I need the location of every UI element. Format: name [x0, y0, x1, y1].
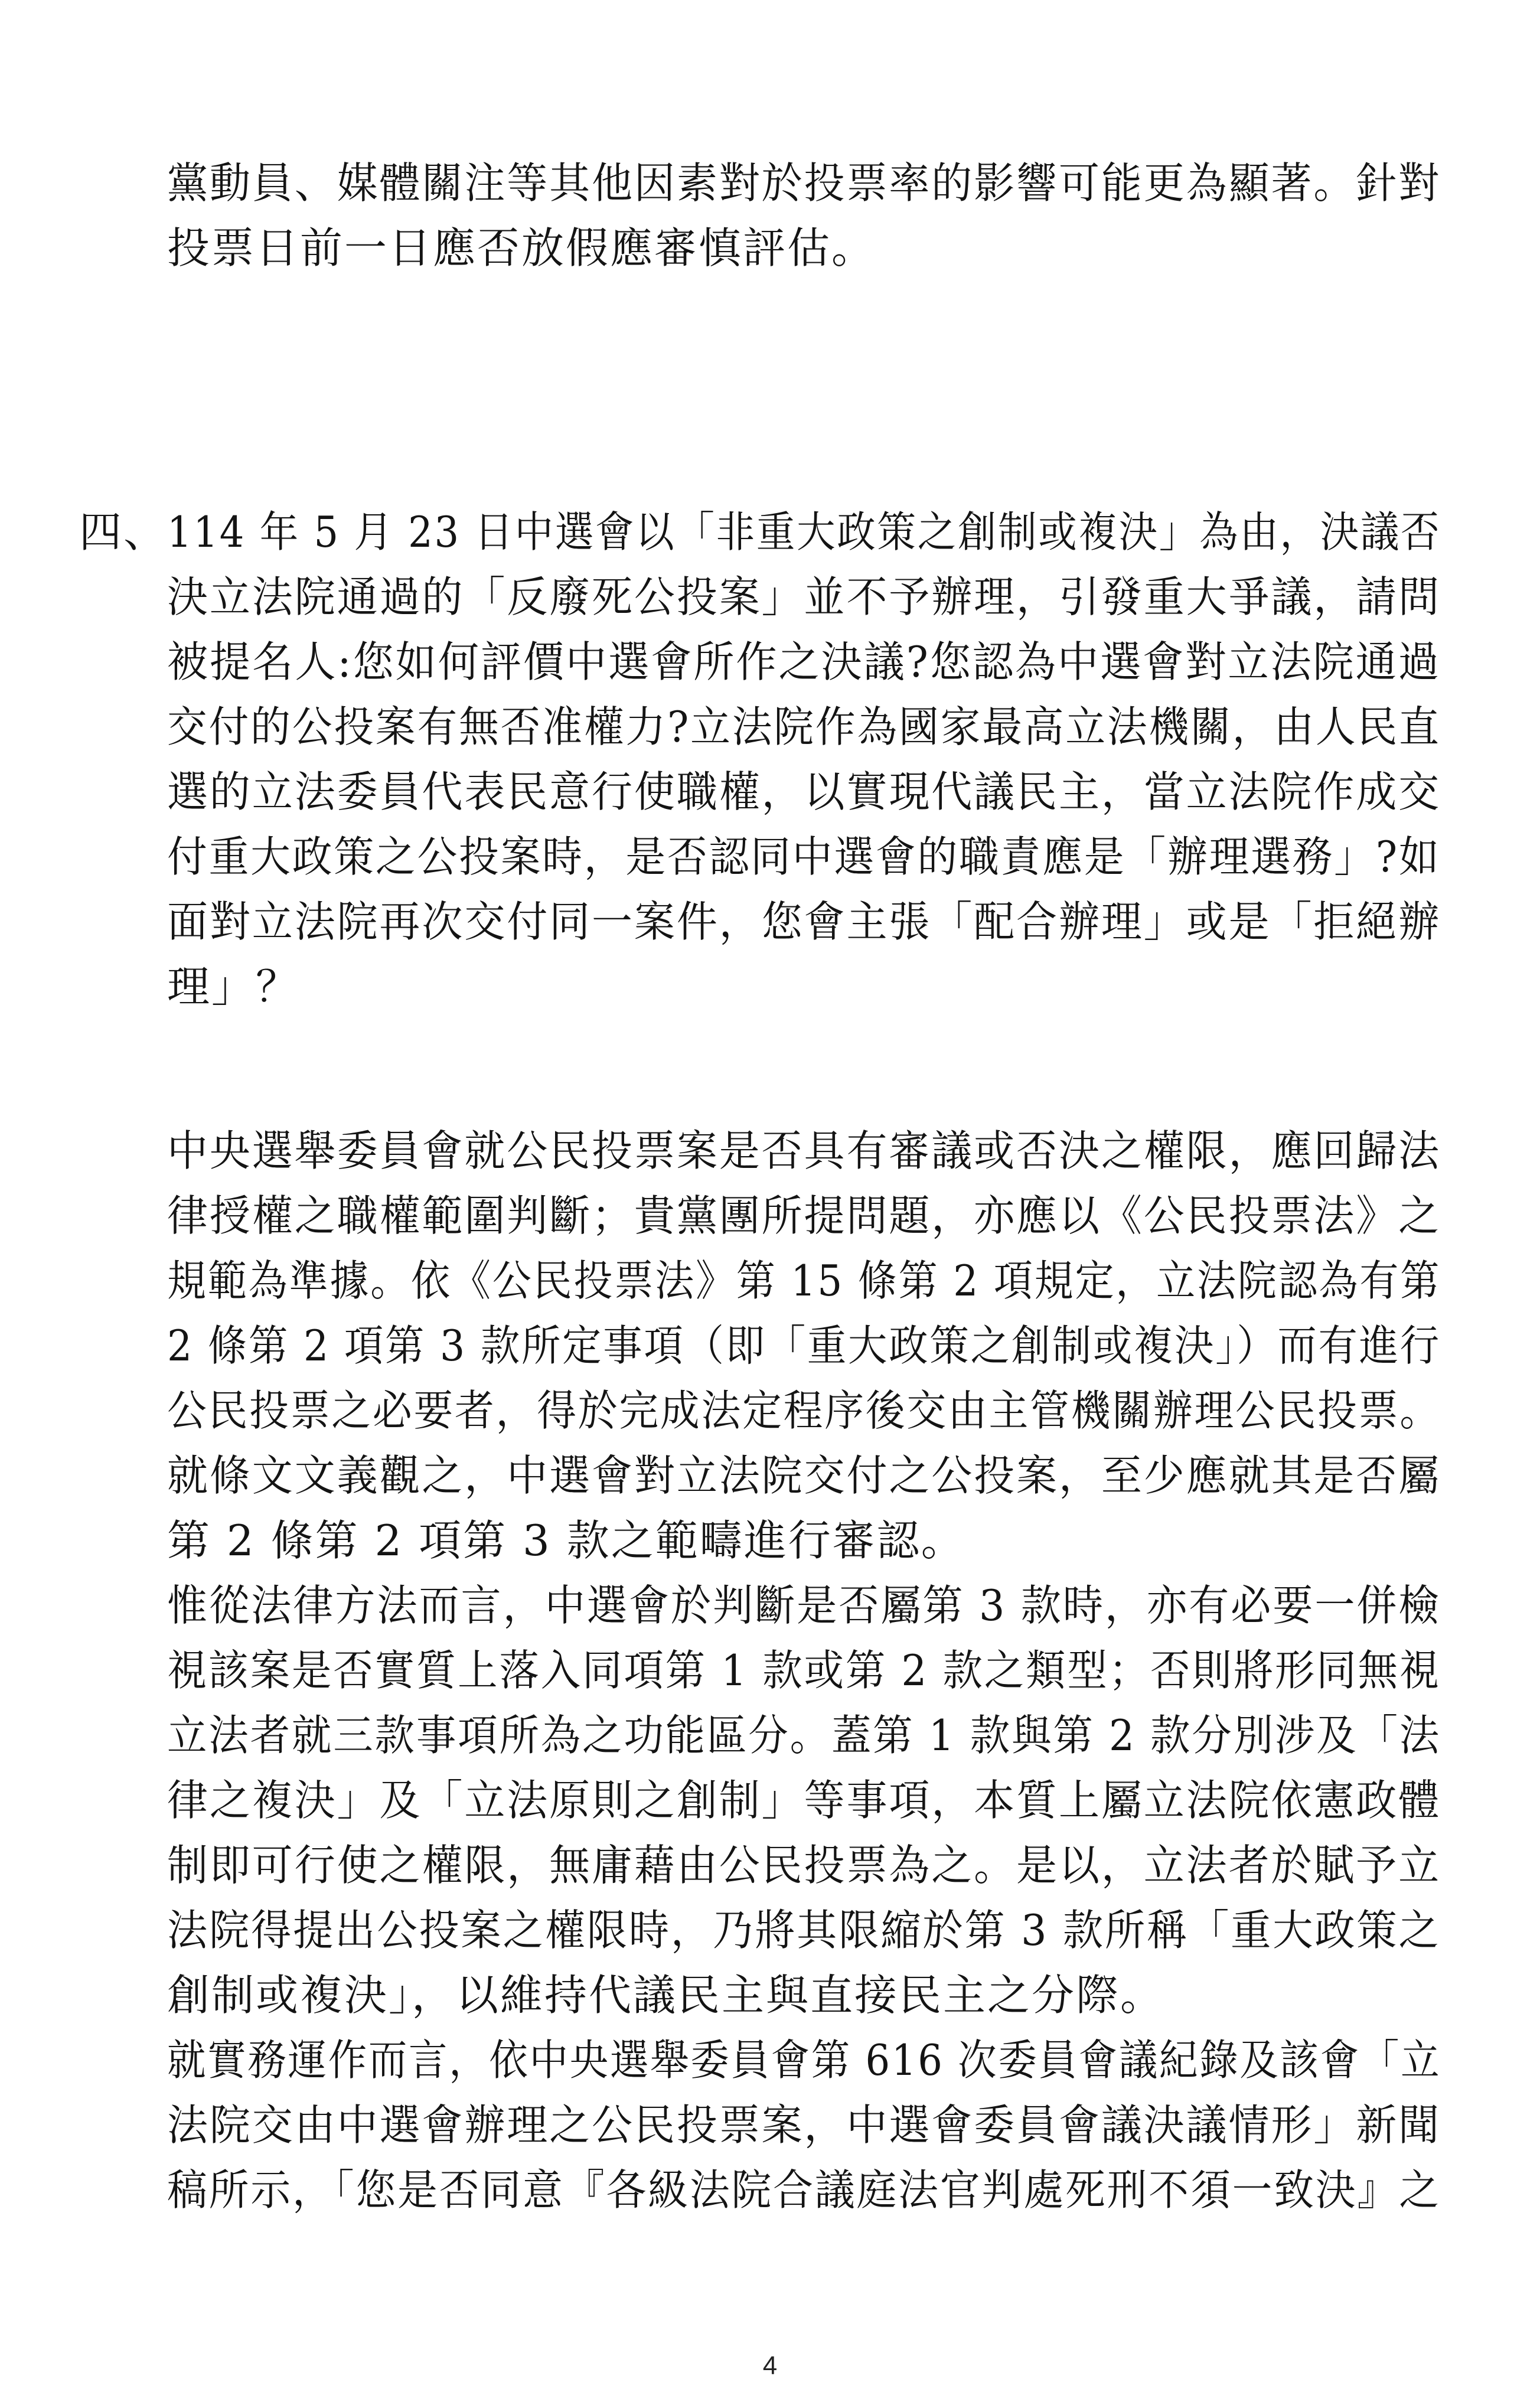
- answer-line: 視該案是否實質上落入同項第 1 款或第 2 款之類型；否則將形同無視: [167, 1646, 1441, 1695]
- question-marker: 四、: [79, 507, 168, 557]
- answer-line: 第 2 條第 2 項第 3 款之範疇進行審認。: [167, 1516, 965, 1565]
- page-number: 4: [762, 2351, 778, 2380]
- question-line: 面對立法院再次交付同一案件，您會主張「配合辦理」或是「拒絕辦: [167, 897, 1441, 947]
- answer-line: 惟從法律方法而言，中選會於判斷是否屬第 3 款時，亦有必要一併檢: [167, 1581, 1441, 1630]
- question-line: 交付的公投案有無否准權力?立法院作為國家最高立法機關，由人民直: [167, 702, 1441, 752]
- answer-line: 稿所示，「您是否同意『各級法院合議庭法官判處死刑不須一致決』之: [167, 2165, 1441, 2215]
- question-line: 114 年 5 月 23 日中選會以「非重大政策之創制或複決」為由，決議否: [167, 507, 1441, 557]
- answer-line: 創制或複決」，以維持代議民主與直接民主之分際。: [167, 1970, 1165, 2020]
- question-line: 選的立法委員代表民意行使職權，以實現代議民主，當立法院作成交: [167, 767, 1441, 817]
- answer-line: 律授權之職權範圍判斷；貴黨團所提問題，亦應以《公民投票法》之: [167, 1191, 1441, 1241]
- answer-line: 2 條第 2 項第 3 款所定事項（即「重大政策之創制或複決」）而有進行: [167, 1321, 1441, 1370]
- text-line: 投票日前一日應否放假應審慎評估。: [167, 223, 876, 273]
- question-line: 付重大政策之公投案時，是否認同中選會的職責應是「辦理選務」?如: [167, 832, 1441, 882]
- answer-line: 法院得提出公投案之權限時，乃將其限縮於第 3 款所稱「重大政策之: [167, 1905, 1441, 1955]
- question-line: 被提名人:您如何評價中選會所作之決議?您認為中選會對立法院通過: [167, 637, 1441, 687]
- answer-line: 就實務運作而言，依中央選舉委員會第 616 次委員會議紀錄及該會「立: [167, 2035, 1441, 2085]
- answer-line: 法院交由中選會辦理之公民投票案，中選會委員會議決議情形」新聞: [167, 2100, 1441, 2150]
- answer-line: 公民投票之必要者，得於完成法定程序後交由主管機關辦理公民投票。: [167, 1386, 1441, 1435]
- answer-line: 制即可行使之權限，無庸藉由公民投票為之。是以，立法者於賦予立: [167, 1840, 1441, 1890]
- answer-line: 中央選舉委員會就公民投票案是否具有審議或否決之權限，應回歸法: [167, 1126, 1441, 1176]
- answer-line: 立法者就三款事項所為之功能區分。蓋第 1 款與第 2 款分別涉及「法: [167, 1711, 1441, 1760]
- question-line: 決立法院通過的「反廢死公投案」並不予辦理，引發重大爭議，請問: [167, 572, 1441, 622]
- answer-line: 規範為準據。依《公民投票法》第 15 條第 2 項規定，立法院認為有第: [167, 1256, 1441, 1306]
- answer-line: 就條文文義觀之，中選會對立法院交付之公投案，至少應就其是否屬: [167, 1451, 1441, 1500]
- text-line: 黨動員、媒體關注等其他因素對於投票率的影響可能更為顯著。針對: [167, 158, 1441, 208]
- answer-line: 律之複決」及「立法原則之創制」等事項，本質上屬立法院依憲政體: [167, 1776, 1441, 1825]
- question-line: 理」？: [167, 962, 301, 1011]
